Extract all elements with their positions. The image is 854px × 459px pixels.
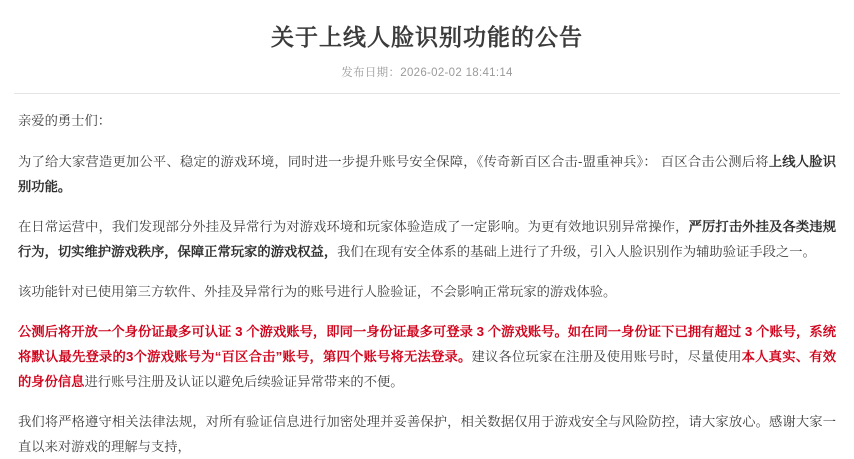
paragraph-4-highlight: 公测后将开放一个身份证最多可认证 3 个游戏账号，即同一身份证最多可登录 3 个游戏账号。如在同一身份证下已拥有超过 3 个账号，系统将默认最先登录的3个游戏账号为“百区合击”账号，第四个账号将无法登录。	[18, 324, 836, 364]
greeting-paragraph	[18, 108, 836, 133]
paragraph-1	[18, 149, 836, 199]
paragraph-2	[18, 214, 836, 264]
paragraph-1-part-2-bold: 上线人脸识别功能。	[18, 154, 836, 194]
page-title: 关于上线人脸识别功能的公告	[271, 24, 583, 50]
paragraph-2-part-1: 在日常运营中，我们发现部分外挂及异常行为对游戏环境和玩家体验造成了一定影响。为更有效地识别异常操作，	[18, 219, 689, 234]
publish-date-value: 2026-02-02 18:41:14	[400, 67, 513, 79]
paragraph-2-part-2-bold: 严厉打击外挂及各类违规行为，切实维护游戏秩序，保障正常玩家的游戏权益，	[18, 219, 837, 259]
header-divider	[14, 93, 840, 94]
paragraph-4-highlight-2: 本人真实、有效的身份信息	[18, 349, 837, 389]
publish-date-label: 发布日期：	[341, 67, 401, 79]
paragraph-4-part-2: 建议各位玩家在注册及使用账号时，尽量使用	[471, 349, 742, 364]
greeting-text: 亲爱的勇士们：	[18, 113, 112, 128]
paragraph-2-part-3: 我们在现有安全体系的基础上进行了升级，引入人脸识别作为辅助验证手段之一。	[337, 244, 816, 259]
paragraph-3	[18, 279, 836, 304]
announcement-body	[14, 108, 840, 459]
publish-meta	[14, 64, 840, 80]
paragraph-4	[18, 319, 836, 394]
paragraph-4-part-4: 进行账号注册及认证以避免后续验证异常带来的不便。	[84, 374, 404, 389]
paragraph-3-text: 该功能针对已使用第三方软件、外挂及异常行为的账号进行人脸验证，不会影响正常玩家的游戏体验。	[18, 284, 617, 299]
paragraph-1-part-1: 为了给大家营造更加公平、稳定的游戏环境，同时进一步提升账号安全保障，《传奇新百区合击-盟重神兵》： 百区合击公测后将	[18, 154, 769, 169]
paragraph-5-text: 我们将严格遵守相关法律法规，对所有验证信息进行加密处理并妥善保护，相关数据仅用于游戏安全与风险防控，请大家放心。感谢大家一直以来对游戏的理解与支持，	[18, 414, 836, 454]
